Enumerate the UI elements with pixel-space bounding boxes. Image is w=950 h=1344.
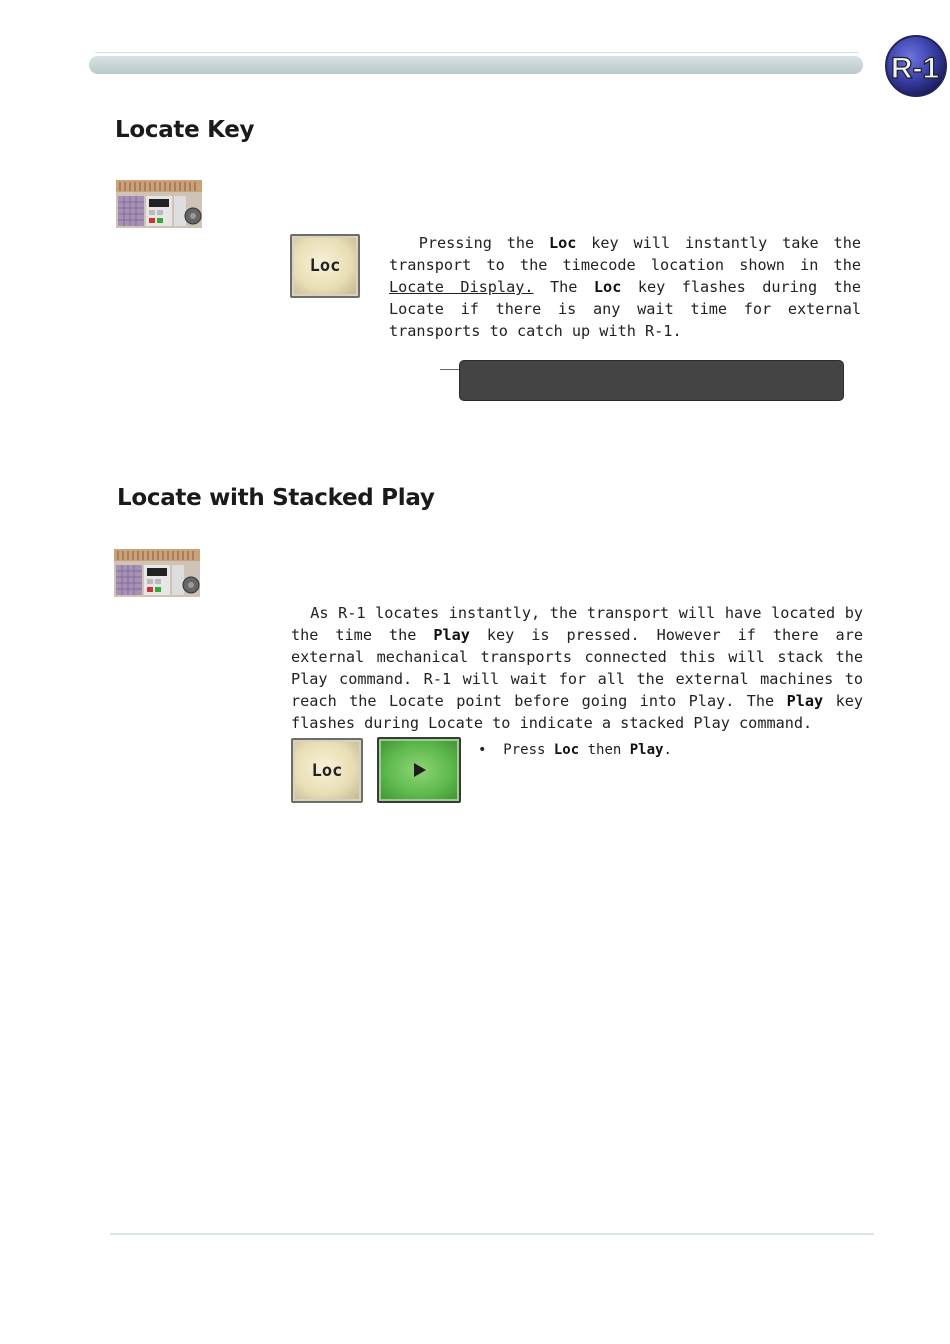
console-thumbnail-2	[114, 549, 200, 597]
footer-rule	[110, 1233, 874, 1235]
r1-logo	[884, 32, 948, 100]
header-bar	[89, 56, 863, 74]
section-title-locate-key: Locate Key	[115, 117, 255, 143]
loc-key-label-2: Loc	[311, 760, 343, 781]
instruction-bullet: • Press Loc then Play.	[478, 742, 672, 758]
play-key-button[interactable]	[377, 737, 461, 803]
loc-key-button-2[interactable]	[291, 738, 363, 803]
locate-key-description: Pressing the Loc key will instantly take the transport to the timecode location shown in the Locate Display. The Loc key flashes during the Locate if there is any wait time for external transports to catch up with R-1.	[389, 234, 862, 340]
loc-key-button[interactable]	[290, 234, 360, 298]
loc-key-label: Loc	[309, 256, 341, 276]
note-callout-box	[459, 360, 844, 401]
logo-text: R-1	[890, 52, 940, 85]
header-rule	[95, 52, 858, 53]
stacked-play-description: As R-1 locates instantly, the transport will have located by the time the Play key is pressed. However if there are external mechanical transports connected this will stack the Play command. R-1 will wait for all the external machines to reach the Locate point before going into Play. The Play key flashes during Locate to indicate a stacked Play command.	[291, 604, 863, 732]
play-icon	[410, 761, 428, 779]
console-thumbnail	[116, 180, 202, 228]
locate-display-link[interactable]: Locate Display.	[389, 278, 534, 296]
section-title-locate-stacked-play: Locate with Stacked Play	[117, 485, 435, 511]
